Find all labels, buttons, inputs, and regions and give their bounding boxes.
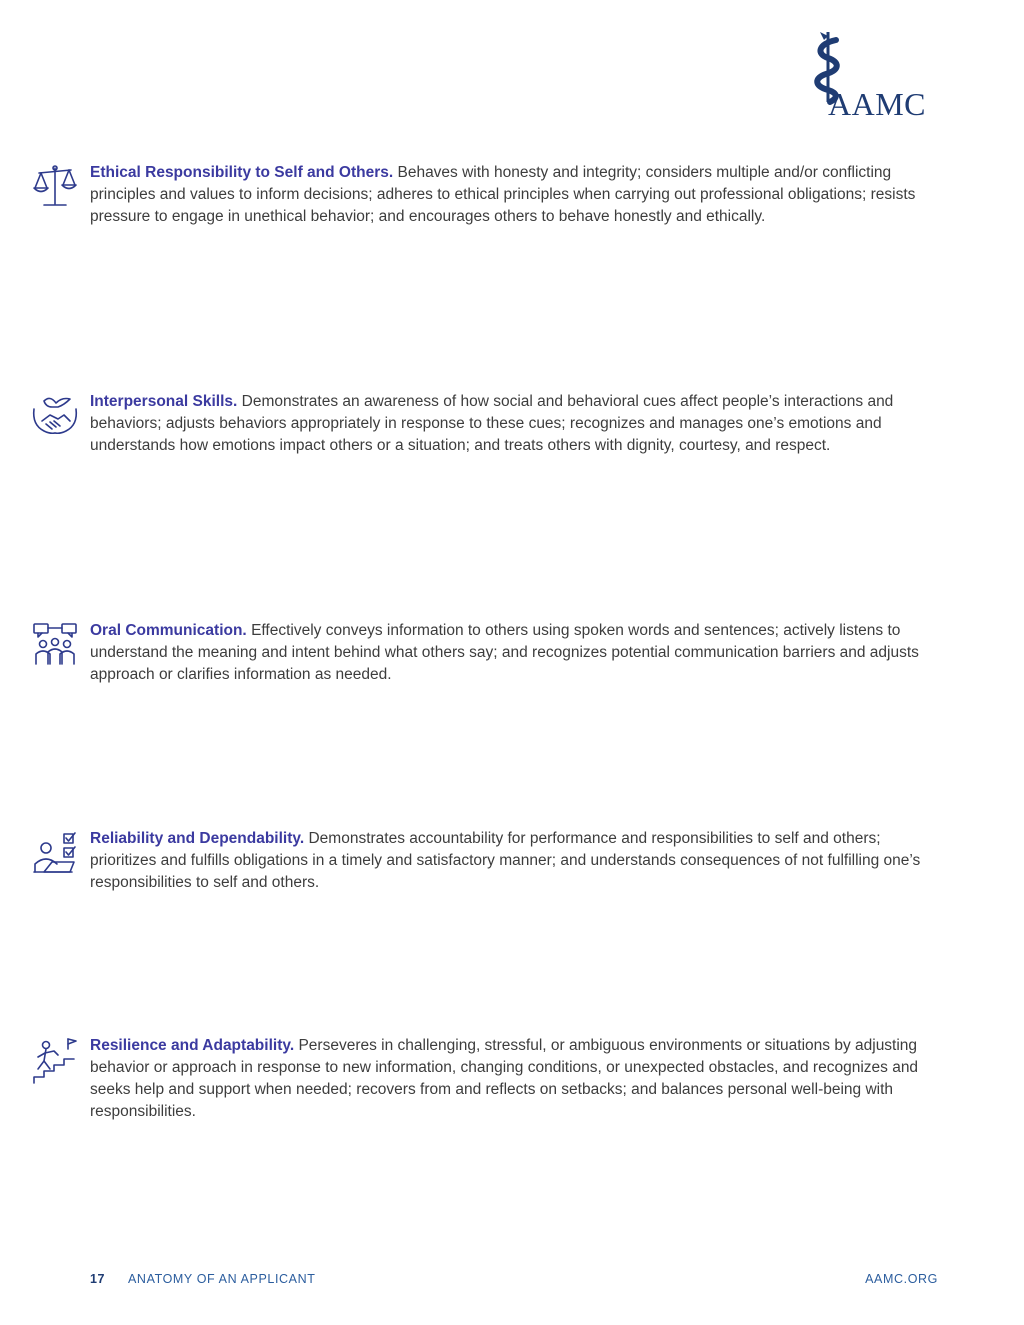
person-climbing-stairs-flag-icon [30,1035,80,1085]
website-link[interactable]: AAMC.ORG [865,1272,938,1286]
page-footer [90,1272,938,1290]
section-title: Reliability and Dependability. [90,830,305,847]
section-text [90,162,940,228]
section-text [90,620,940,686]
section-body: Behaves with honesty and integrity; considers multiple and/or conflicting principles and values to inform decisions; adheres to ethical principles when carrying out professional obligations; resists pressure to engage in unethical behavior; and encourages others to behave honestly and ethically. [90,164,916,225]
section-text [90,1035,940,1123]
section-title: Oral Communication. [90,622,247,639]
handshake-dove-icon [30,391,80,441]
section-body: Demonstrates accountability for performance and responsibilities to self and others; prioritizes and fulfills obligations in a timely and satisfactory manner; and understands consequences of not fulfilling one’s responsibilities to self and others. [90,830,921,891]
section-text [90,391,940,457]
section-title: Ethical Responsibility to Self and Others. [90,164,394,181]
scales-of-justice-icon [30,162,80,212]
person-checklist-laptop-icon [30,828,80,878]
page-number: 17 [90,1272,106,1286]
group-conversation-icon [30,620,80,670]
section-body: Effectively conveys information to others using spoken words and sentences; actively listens to understand the meaning and intent behind what others say; and recognizes potential communication barriers and adjusts approach or clarifies information as needed. [90,622,919,683]
document-title: ANATOMY OF AN APPLICANT [128,1272,316,1286]
section-title: Resilience and Adaptability. [90,1037,295,1054]
section-body: Perseveres in challenging, stressful, or ambiguous environments or situations by adjusting behavior or approach in response to new information, changing conditions, or unexpected obstacles, and recognizes and seeks help and support when needed; recovers from and reflects on setbacks; and balances personal well-being with responsibilities. [90,1037,919,1120]
section-text [90,828,940,894]
section-title: Interpersonal Skills. [90,393,238,410]
section-body: Demonstrates an awareness of how social and behavioral cues affect people’s interactions and behaviors; adjusts behaviors appropriately in response to these cues; recognizes and manages one’s emotions and understands how emotions impact others or a situation; and treats others with dignity, courtesy, and respect. [90,393,894,454]
logo-text: AAMC [828,86,927,122]
